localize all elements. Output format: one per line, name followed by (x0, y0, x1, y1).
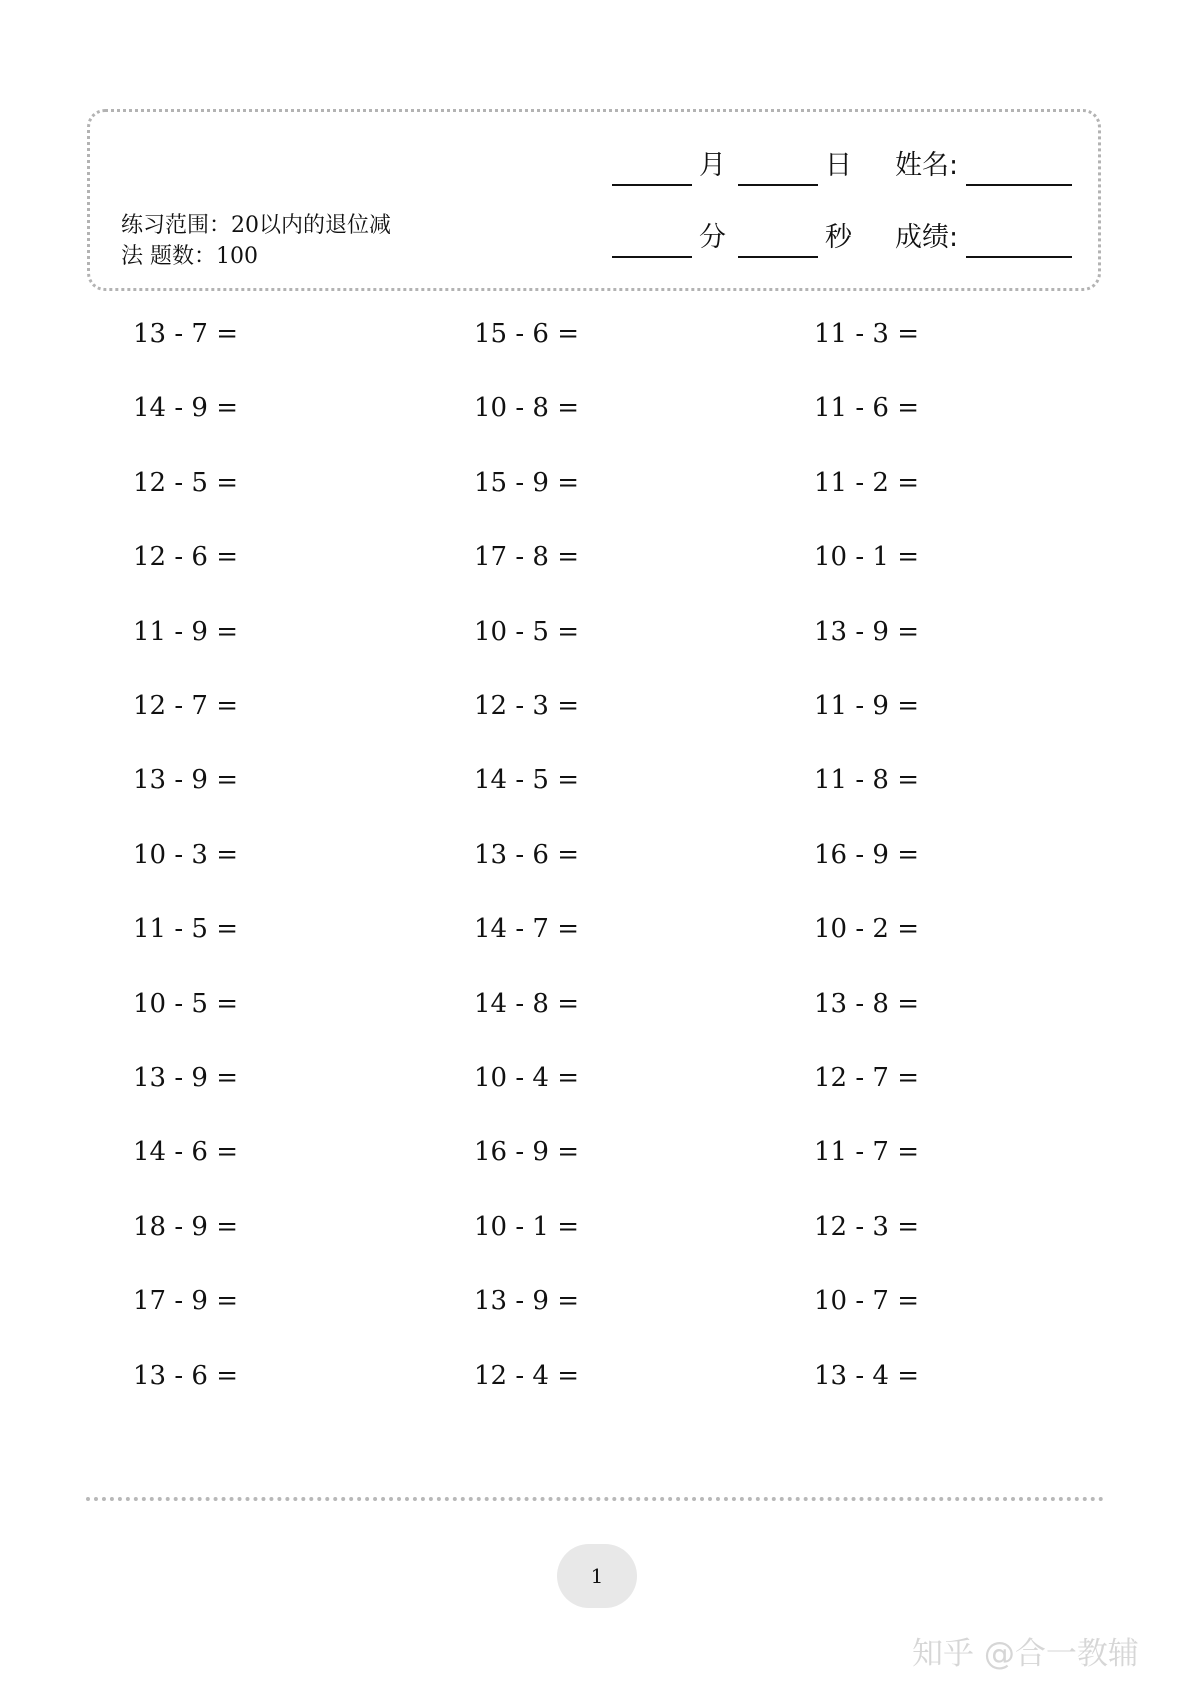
problem-item: 10 - 7 = (814, 1286, 919, 1317)
problem-item: 13 - 6 = (474, 839, 579, 870)
problem-item: 12 - 7 = (133, 691, 238, 721)
problem-item: 13 - 9 = (133, 1063, 238, 1093)
problem-item: 15 - 6 = (474, 319, 579, 349)
problem-item: 13 - 6 = (133, 1360, 238, 1391)
page-number: 1 (557, 1544, 637, 1608)
date-name-row (90, 148, 1098, 192)
problem-item: 13 - 4 = (814, 1360, 919, 1391)
range-label: 练习范围： (121, 213, 232, 238)
score-blank[interactable] (966, 256, 1072, 258)
problem-item: 11 - 5 = (133, 914, 238, 945)
problem-item: 16 - 9 = (474, 1137, 579, 1168)
name-label: 姓名: (895, 150, 959, 181)
problem-item: 10 - 8 = (474, 393, 579, 424)
problem-item: 16 - 9 = (814, 839, 919, 870)
month-label: 月 (699, 150, 726, 181)
time-score-row (90, 220, 1098, 264)
footer-divider (86, 1497, 1104, 1501)
problem-item: 12 - 4 = (474, 1360, 579, 1391)
header-box (87, 109, 1101, 291)
problem-item: 13 - 9 = (814, 616, 919, 647)
problem-item: 13 - 9 = (474, 1286, 579, 1317)
problem-item: 17 - 8 = (474, 542, 579, 573)
problem-item: 13 - 9 = (133, 765, 238, 796)
problem-item: 14 - 7 = (474, 914, 579, 945)
problem-item: 14 - 5 = (474, 765, 579, 796)
problem-item: 11 - 9 = (133, 616, 238, 647)
problem-item: 15 - 9 = (474, 467, 579, 498)
problem-item: 12 - 3 = (474, 691, 579, 721)
problem-item: 11 - 8 = (814, 765, 919, 796)
problem-item: 10 - 1 = (814, 542, 919, 573)
problem-item: 12 - 6 = (133, 542, 238, 573)
problem-item: 17 - 9 = (133, 1286, 238, 1317)
score-label: 成绩: (895, 222, 959, 253)
problem-item: 10 - 5 = (133, 988, 238, 1019)
problem-item: 18 - 9 = (133, 1211, 238, 1242)
problem-item: 14 - 9 = (133, 393, 238, 424)
name-blank[interactable] (966, 184, 1072, 186)
problem-item: 12 - 5 = (133, 467, 238, 498)
problem-item: 10 - 2 = (814, 914, 919, 945)
problem-item: 11 - 2 = (814, 467, 919, 498)
problem-item: 10 - 1 = (474, 1211, 579, 1242)
problem-item: 11 - 9 = (814, 691, 919, 721)
problem-item: 11 - 3 = (814, 319, 919, 349)
problem-item: 12 - 3 = (814, 1211, 919, 1242)
problem-item: 14 - 6 = (133, 1137, 238, 1168)
range-value: 20以内的退位减 (231, 213, 392, 238)
second-label: 秒 (825, 222, 852, 253)
problem-item: 11 - 7 = (814, 1137, 919, 1168)
problem-item: 14 - 8 = (474, 988, 579, 1019)
range-value-cont: 法 题数：100 (121, 244, 258, 269)
problem-item: 10 - 4 = (474, 1063, 579, 1093)
minute-label: 分 (699, 222, 726, 253)
day-label: 日 (825, 150, 852, 181)
problem-item: 11 - 6 = (814, 393, 919, 424)
watermark: 知乎 @合一教辅 (912, 1636, 1139, 1672)
problem-item: 10 - 5 = (474, 616, 579, 647)
problem-item: 12 - 7 = (814, 1063, 919, 1093)
month-blank[interactable] (612, 184, 692, 186)
day-blank[interactable] (738, 184, 818, 186)
minute-blank[interactable] (612, 256, 692, 258)
problem-item: 13 - 7 = (133, 319, 238, 349)
problem-item: 10 - 3 = (133, 839, 238, 870)
problem-item: 13 - 8 = (814, 988, 919, 1019)
second-blank[interactable] (738, 256, 818, 258)
